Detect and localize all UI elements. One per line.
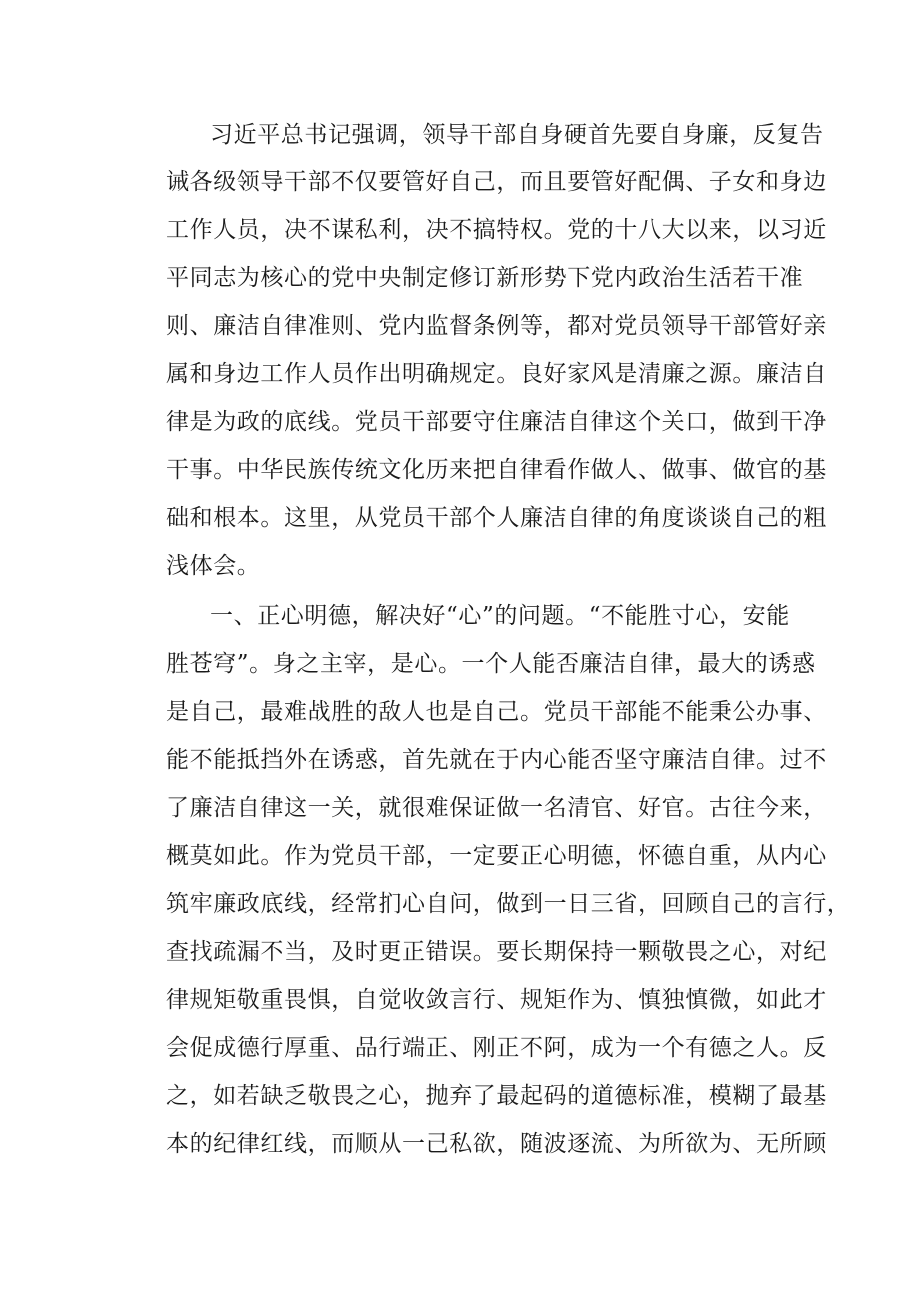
paragraph-2-line-9: 律规矩敬重畏惧，自觉收敛言行、规矩作为、慎独慎微，如此才 xyxy=(166,987,827,1013)
paragraph-1-line-3: 工作人员，决不谋私利，决不搞特权。党的十八大以来，以习近 xyxy=(166,217,827,243)
paragraph-2-line-11: 之，如若缺乏敬畏之心，抛弃了最起码的道德标准，模糊了最基 xyxy=(166,1083,827,1109)
paragraph-2-line-8: 查找疏漏不当，及时更正错误。要长期保持一颗敬畏之心，对纪 xyxy=(166,939,827,965)
paragraph-1-line-8: 干事。中华民族传统文化历来把自律看作做人、做事、做官的基 xyxy=(166,457,827,483)
paragraph-2-line-10: 会促成德行厚重、品行端正、刚正不阿，成为一个有德之人。反 xyxy=(166,1035,827,1061)
paragraph-2-line-6: 概莫如此。作为党员干部，一定要正心明德，怀德自重，从内心 xyxy=(166,843,827,869)
paragraph-2-line-4: 能不能抵挡外在诱惑，首先就在于内心能否坚守廉洁自律。过不 xyxy=(166,747,827,773)
paragraph-2-line-2: 胜苍穹”。身之主宰，是心。一个人能否廉洁自律，最大的诱惑 xyxy=(166,651,816,677)
paragraph-1-line-7: 律是为政的底线。党员干部要守住廉洁自律这个关口，做到干净 xyxy=(166,409,827,435)
paragraph-2-line-5: 了廉洁自律这一关，就很难保证做一名清官、好官。古往今来， xyxy=(166,795,827,821)
paragraph-1-line-5: 则、廉洁自律准则、党内监督条例等，都对党员领导干部管好亲 xyxy=(166,313,827,339)
paragraph-2-line-12: 本的纪律红线，而顺从一己私欲，随波逐流、为所欲为、无所顾 xyxy=(166,1131,827,1157)
paragraph-1-line-4: 平同志为核心的党中央制定修订新形势下党内政治生活若干准 xyxy=(166,265,804,291)
paragraph-2-line-7: 筑牢廉政底线，经常扪心自问，做到一日三省，回顾自己的言行， xyxy=(166,891,851,917)
paragraph-1-line-10: 浅体会。 xyxy=(166,553,261,579)
paragraph-2-line-1: 一、正心明德，解决好“心”的问题。“不能胜寸心，安能 xyxy=(210,603,790,629)
paragraph-1-line-1: 习近平总书记强调，领导干部自身硬首先要自身廉，反复告 xyxy=(210,122,824,148)
paragraph-1-line-2: 诫各级领导干部不仅要管好自己，而且要管好配偶、子女和身边 xyxy=(166,169,827,195)
paragraph-1-line-6: 属和身边工作人员作出明确规定。良好家风是清廉之源。廉洁自 xyxy=(166,361,827,387)
paragraph-2-line-3: 是自己，最难战胜的敌人也是自己。党员干部能不能秉公办事、 xyxy=(166,699,827,725)
paragraph-1-line-9: 础和根本。这里，从党员干部个人廉洁自律的角度谈谈自己的粗 xyxy=(166,505,827,531)
